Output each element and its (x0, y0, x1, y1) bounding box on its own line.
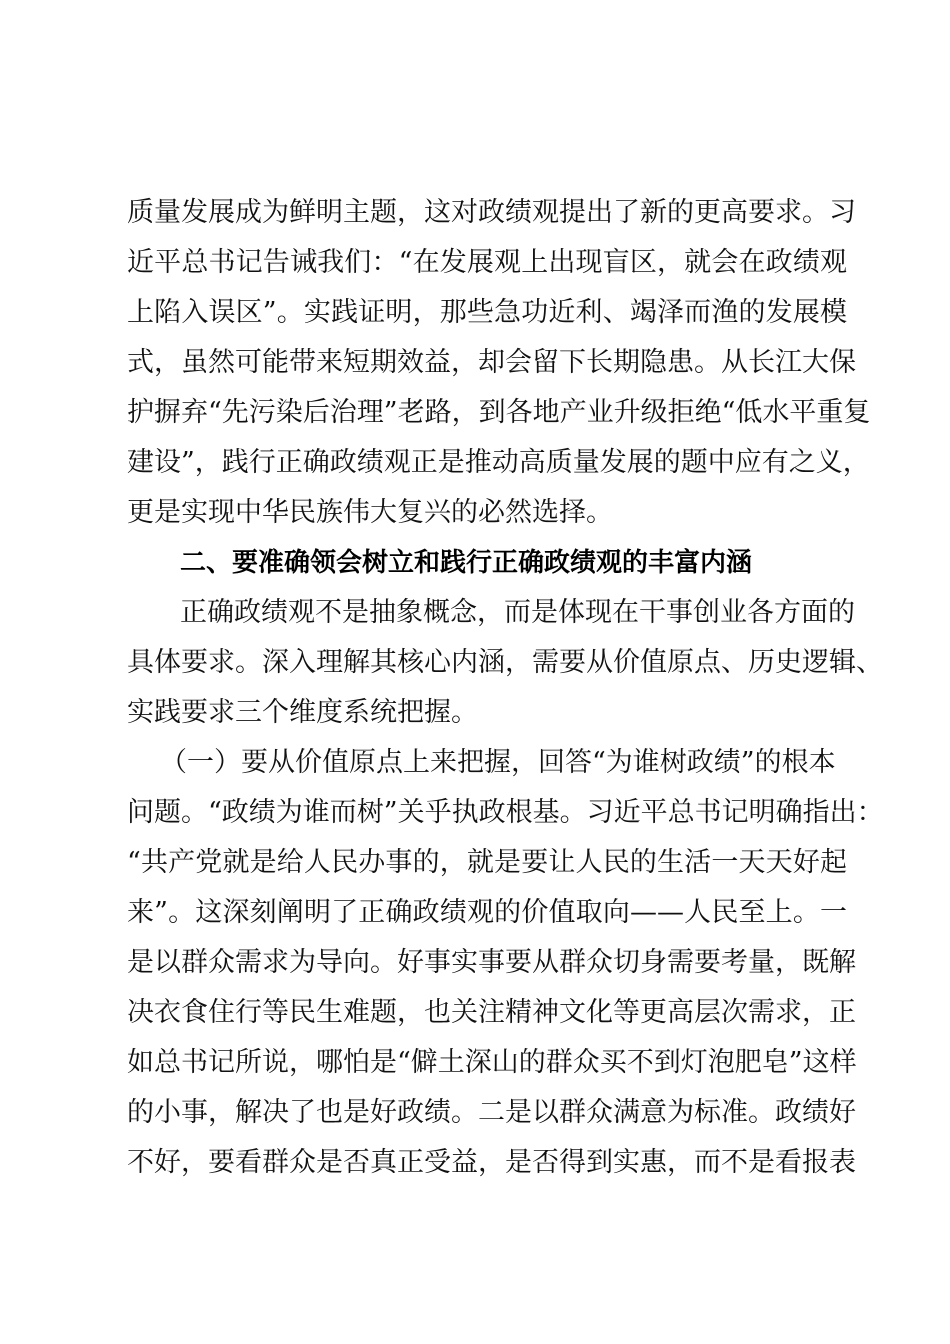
paragraph-line: 实践要求三个维度系统把握。 (127, 697, 478, 728)
paragraph-line: 正确政绩观不是抽象概念，而是体现在干事创业各方面的 (180, 597, 855, 628)
paragraph-line: 护摒弃“先污染后治理”老路，到各地产业升级拒绝“低水平重复 (127, 397, 871, 428)
section-heading: 二、要准确领会树立和践行正确政绩观的丰富内涵 (180, 548, 753, 578)
paragraph-line: 问题。“政绩为谁而树”关乎执政根基。习近平总书记明确指出： (127, 797, 884, 828)
paragraph-line: 来”。这深刻阐明了正确政绩观的价值取向——人民至上。一 (127, 897, 847, 928)
paragraph-line: 建设”，践行正确政绩观正是推动高质量发展的题中应有之义， (127, 447, 870, 478)
paragraph-line: 式，虽然可能带来短期效益，却会留下长期隐患。从长江大保 (127, 347, 856, 378)
paragraph-line: 质量发展成为鲜明主题，这对政绩观提出了新的更高要求。习 (127, 197, 856, 228)
paragraph-line: 如总书记所说，哪怕是“僻土深山的群众买不到灯泡肥皂”这样 (127, 1047, 857, 1078)
paragraph-line: 是以群众需求为导向。好事实事要从群众切身需要考量，既解 (127, 947, 856, 978)
paragraph-line: 更是实现中华民族伟大复兴的必然选择。 (127, 497, 613, 528)
paragraph-line: 上陷入误区”。实践证明，那些急功近利、竭泽而渔的发展模 (127, 297, 847, 328)
paragraph-line: “共产党就是给人民办事的，就是要让人民的生活一天天好起 (127, 847, 847, 878)
paragraph-line: 决衣食住行等民生难题，也关注精神文化等更高层次需求，正 (127, 997, 856, 1028)
paragraph-line: （一）要从价值原点上来把握，回答“为谁树政绩”的根本 (160, 747, 836, 778)
paragraph-line: 近平总书记告诫我们：“在发展观上出现盲区，就会在政绩观 (127, 247, 847, 278)
paragraph-line: 的小事，解决了也是好政绩。二是以群众满意为标准。政绩好 (127, 1097, 856, 1128)
paragraph-line: 不好，要看群众是否真正受益，是否得到实惠，而不是看报表 (127, 1147, 856, 1178)
paragraph-line: 具体要求。深入理解其核心内涵，需要从价值原点、历史逻辑、 (127, 647, 883, 678)
